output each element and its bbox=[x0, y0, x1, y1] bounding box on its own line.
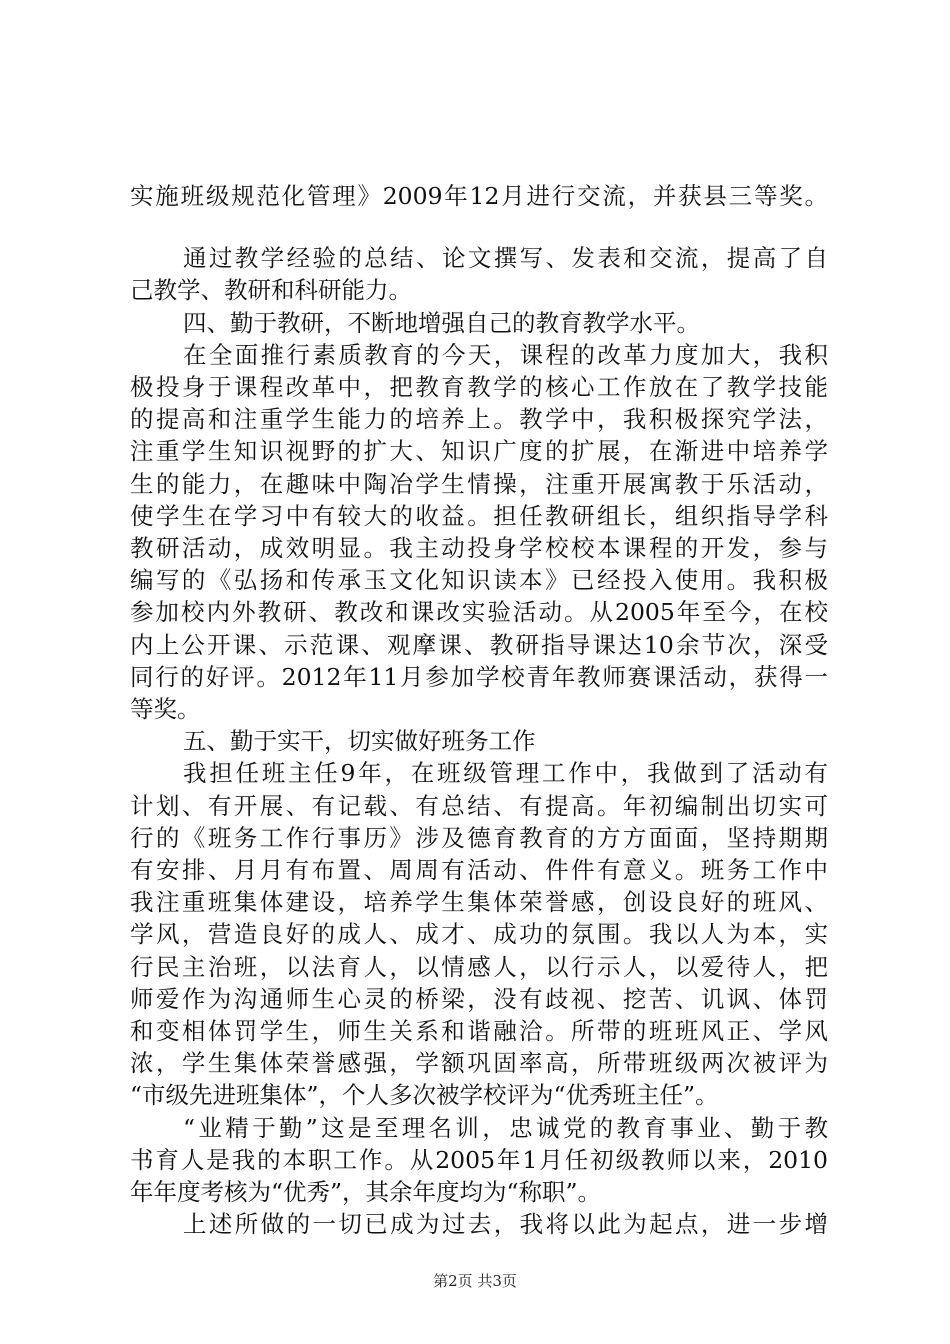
text-line: 行的《班务工作行事历》涉及德育教育的方方面面，坚持期期 bbox=[130, 823, 828, 852]
text-line: 实施班级规范化管理》2009年12月进行交流，并获县三等奖。 bbox=[130, 182, 828, 210]
text-line: 学风，营造良好的成人、成才、成功的氛围。我以人为本，实 bbox=[130, 920, 828, 949]
text-line: 教研活动，成效明显。我主动投身学校校本课程的开发，参与 bbox=[130, 534, 828, 563]
text-line: 通过教学经验的总结、论文撰写、发表和交流，提高了自 bbox=[183, 244, 828, 273]
text-line: 我担任班主任9年，在班级管理工作中，我做到了活动有 bbox=[183, 759, 828, 788]
text-line: 己教学、教研和科研能力。 bbox=[130, 276, 412, 305]
text-line: “业精于勤”这是至理名训，忠诚党的教育事业、勤于教 bbox=[183, 1113, 828, 1142]
text-line: 内上公开课、示范课、观摩课、教研指导课达10余节次，深受 bbox=[130, 630, 828, 659]
text-line: 生的能力，在趣味中陶冶学生情操，注重开展寓教于乐活动， bbox=[130, 469, 828, 498]
text-line: 上述所做的一切已成为过去，我将以此为起点，进一步增 bbox=[183, 1210, 828, 1239]
text-line: 年年度考核为“优秀”，其余年度均为“称职”。 bbox=[130, 1178, 602, 1207]
text-line: “市级先进班集体”，个人多次被学校评为“优秀班主任”。 bbox=[130, 1081, 719, 1110]
page-number-footer: 第2页 共3页 bbox=[433, 1272, 517, 1290]
text-line: 行民主治班，以法育人，以情感人，以行示人，以爱待人，把 bbox=[130, 952, 828, 981]
text-line: 参加校内外教研、教改和课改实验活动。从2005年至今，在校 bbox=[130, 598, 828, 627]
text-line: 编写的《弘扬和传承玉文化知识读本》已经投入使用。我积极 bbox=[130, 566, 828, 595]
text-line: 师爱作为沟通师生心灵的桥梁，没有歧视、挖苦、讥讽、体罚 bbox=[130, 984, 828, 1013]
text-line: 我注重班集体建设，培养学生集体荣誉感，创设良好的班风、 bbox=[130, 888, 828, 917]
text-line: 浓，学生集体荣誉感强，学额巩固率高，所带班级两次被评为 bbox=[130, 1049, 828, 1078]
text-line: 在全面推行素质教育的今天，课程的改革力度加大，我积 bbox=[183, 340, 828, 369]
text-line: 计划、有开展、有记载、有总结、有提高。年初编制出切实可 bbox=[130, 791, 828, 820]
text-line: 有安排、月月有布置、周周有活动、件件有意义。班务工作中 bbox=[130, 856, 828, 885]
section-heading-5: 五、勤于实干，切实做好班务工作 bbox=[183, 727, 536, 756]
text-line: 的提高和注重学生能力的培养上。教学中，我积极探究学法， bbox=[130, 405, 828, 434]
text-line: 同行的好评。2012年11月参加学校青年教师赛课活动，获得一 bbox=[130, 662, 828, 691]
document-body bbox=[130, 180, 828, 1241]
text-line: 书育人是我的本职工作。从2005年1月任初级教师以来，2010 bbox=[130, 1145, 828, 1174]
text-line: 使学生在学习中有较大的收益。担任教研组长，组织指导学科 bbox=[130, 501, 828, 530]
section-heading-4: 四、勤于教研，不断地增强自己的教育教学水平。 bbox=[183, 308, 700, 337]
text-line: 等奖。 bbox=[130, 695, 201, 724]
text-line: 注重学生知识视野的扩大、知识广度的扩展，在渐进中培养学 bbox=[130, 437, 828, 466]
text-line: 极投身于课程改革中，把教育教学的核心工作放在了教学技能 bbox=[130, 373, 828, 402]
text-line: 和变相体罚学生，师生关系和谐融洽。所带的班班风正、学风 bbox=[130, 1017, 828, 1046]
